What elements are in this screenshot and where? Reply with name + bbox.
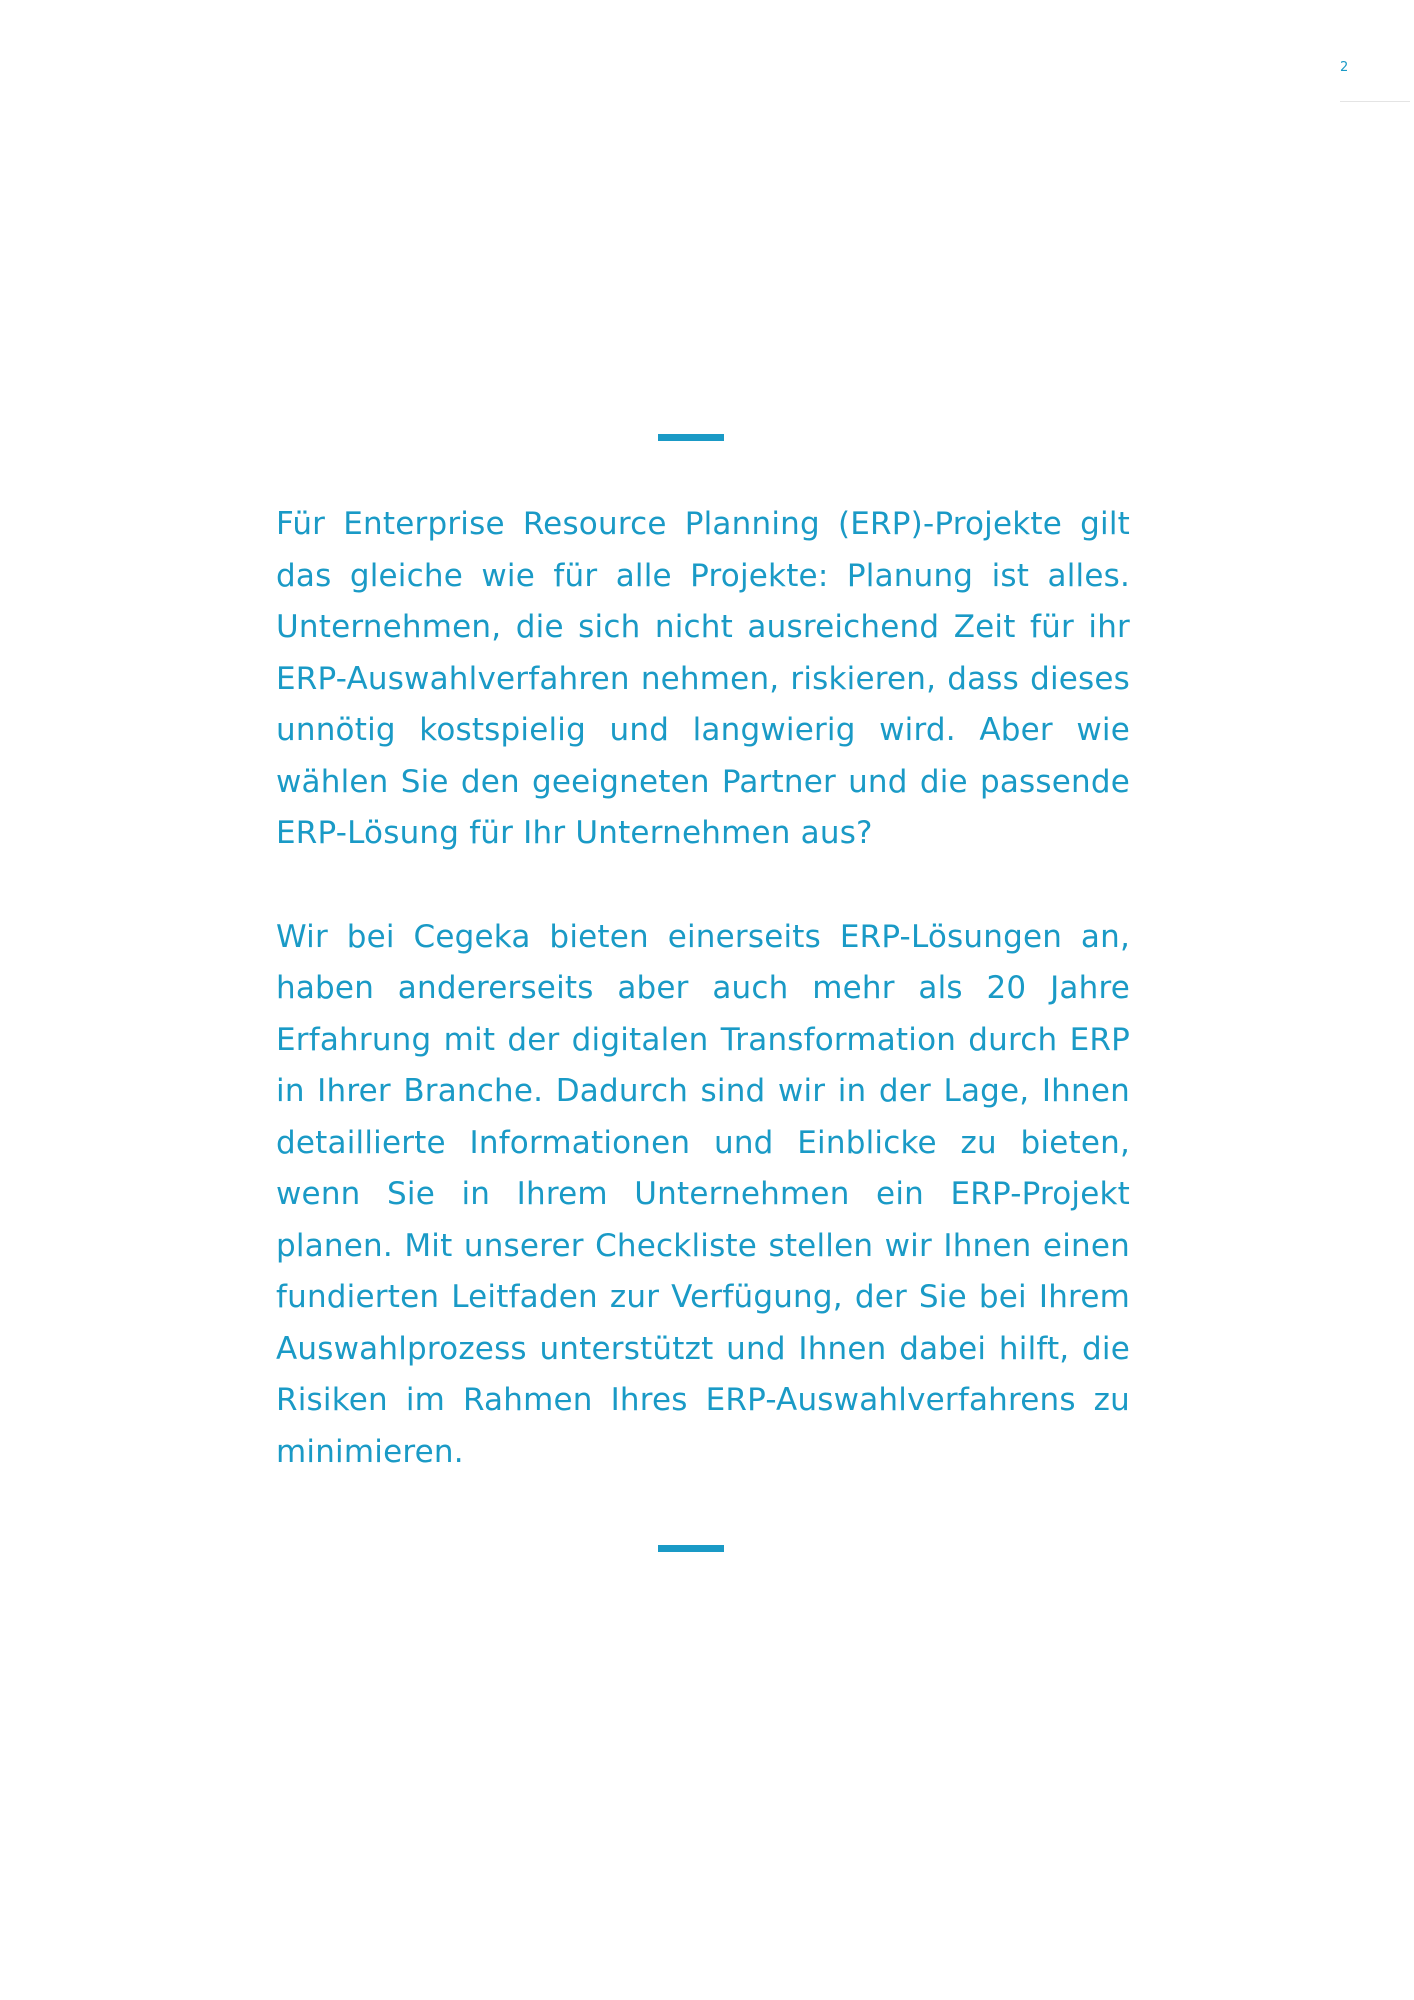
cegeka-paragraph: Wir bei Cegeka bieten einerseits ERP-Lösungen an, haben andererseits aber auch mehr als 20 Jahre Erfahrung mit der digitalen Transformation durch ERP in Ihrer Branche. Dadurch sind wir in der Lage, Ihnen detaillierte Informationen und Einblicke zu bieten, wenn Sie in Ihrem Unternehmen ein ERP-Projekt planen. Mit unserer Checkliste stellen wir Ihnen einen fundierten Leitfaden zur Verfügung, der Sie bei Ihrem Auswahlprozess unterstützt und Ihnen dabei hilft, die Risiken im Rahmen Ihres ERP-Auswahlverfahrens zu minimieren. [276,918,1130,1470]
accent-bar-top [658,434,724,441]
header-rule [1340,101,1410,102]
intro-paragraph: Für Enterprise Resource Planning (ERP)-Projekte gilt das gleiche wie für alle Projekte: Planung ist alles. Unternehmen, die sich nicht ausreichend Zeit für ihr ERP-Auswahlverfahren nehmen, riskieren, dass dieses unnötig kostspielig und langwierig wird. Aber wie wählen Sie den geeigneten Partner und die passende ERP-Lösung für Ihr Unternehmen aus? [276,506,1130,851]
page-number: 2 [1340,60,1349,75]
accent-bar-bottom [658,1545,724,1552]
body-text [276,499,1130,1478]
